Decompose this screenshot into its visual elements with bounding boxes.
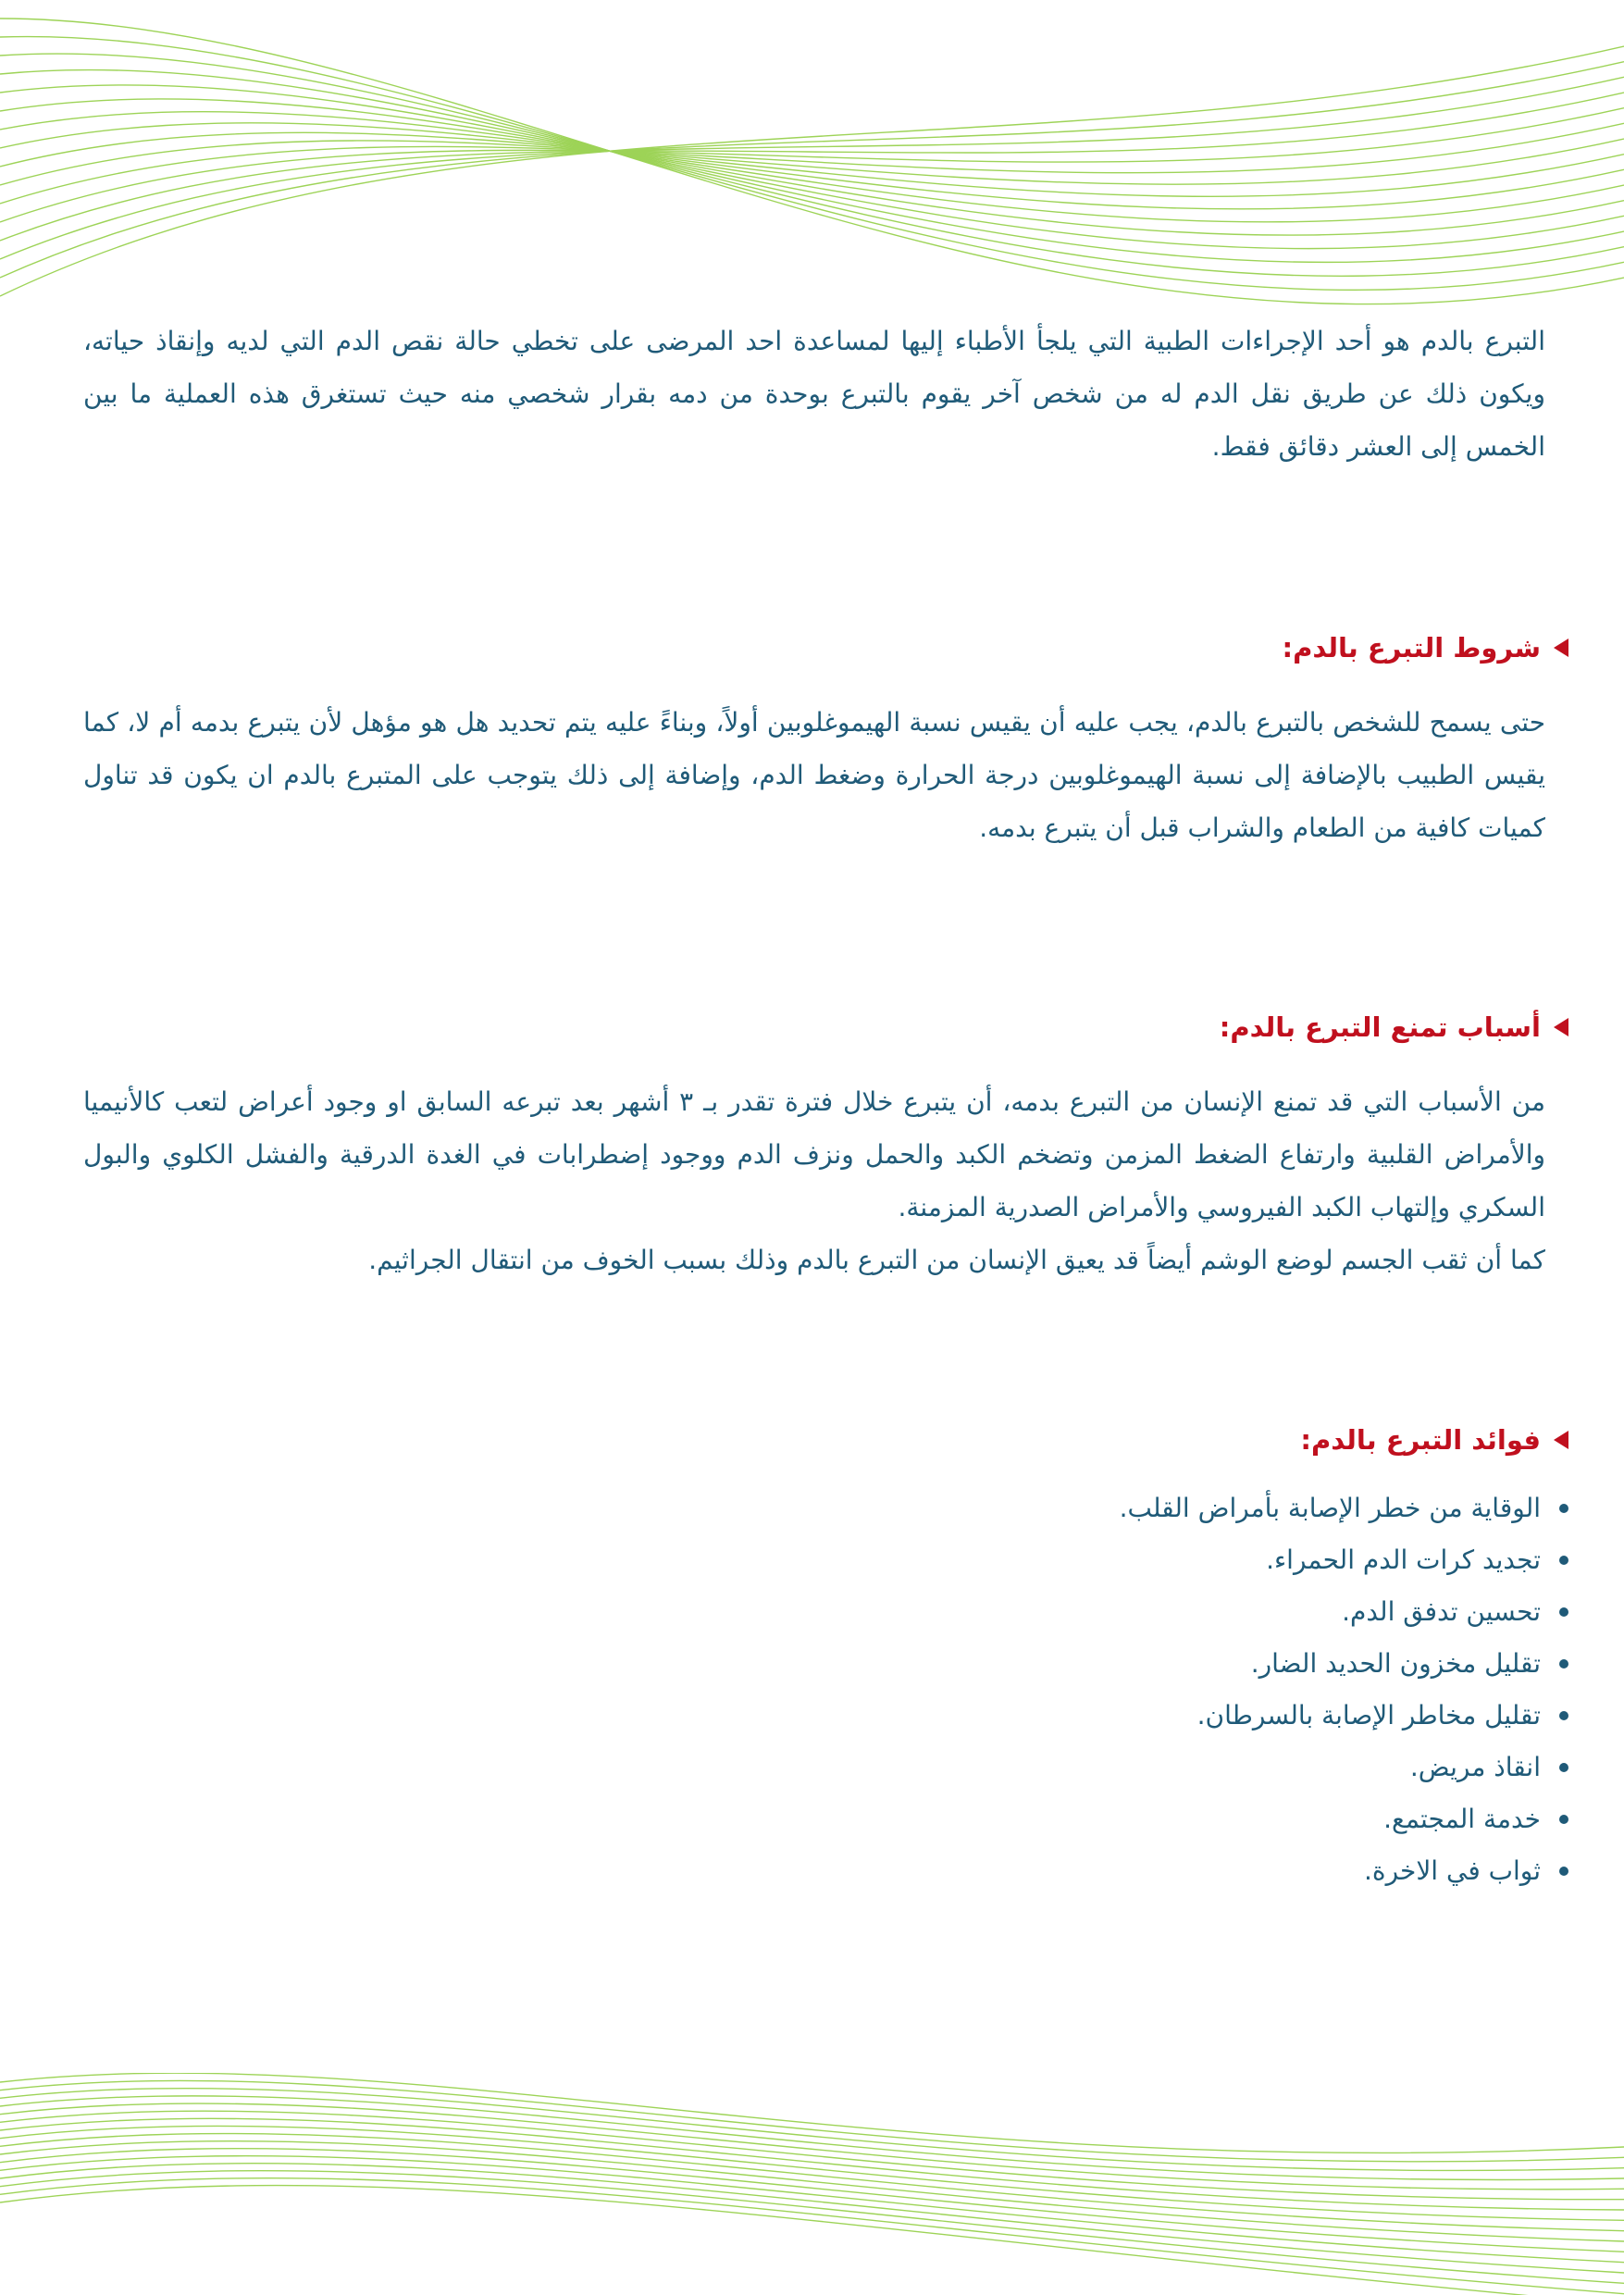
intro-section [83, 315, 1568, 473]
bullet-icon [1559, 1607, 1568, 1617]
wave-line [0, 37, 1624, 291]
top-wave-decoration [0, 0, 1624, 333]
wave-line [0, 2103, 1624, 2190]
conditions-heading [83, 627, 1568, 668]
wave-line [0, 2118, 1624, 2210]
wave-line [0, 2156, 1624, 2263]
bullet-icon [1559, 1867, 1568, 1876]
wave-line [0, 77, 1624, 259]
conditions-title: شروط التبرع بالدم: [1282, 632, 1541, 664]
wave-line [0, 93, 1624, 241]
conditions-paragraph: حتى يسمح للشخص بالتبرع بالدم، يجب عليه أن يقيس نسبة الهيموغلوبين أولاً، وبناءً عليه يتم تحديد هل هو مؤهل لأن يتبرع بدمه أم لا، كما يقيس الطبيب بالإضافة إلى نسبة الهيموغلوبين درجة الحرارة وضغط الدم، وإضافة إلى ذلك يتوجب على المتبرع بالدم ان يكون قد تناول كميات كافية من الطعام والشراب قبل أن يتبرع بدمه. [83, 707, 1545, 843]
wave-line [0, 2171, 1624, 2284]
triangle-marker-icon [1554, 1431, 1568, 1449]
bullet-icon [1559, 1504, 1568, 1513]
wave-line [0, 123, 1624, 204]
list-item: خدمة المجتمع. [83, 1793, 1568, 1845]
wave-line [0, 139, 1624, 185]
wave-line [0, 112, 1624, 222]
wave-line [0, 62, 1624, 278]
wave-line [0, 2080, 1624, 2161]
wave-line [0, 2073, 1624, 2152]
wave-line [0, 2126, 1624, 2220]
triangle-marker-icon [1554, 639, 1568, 657]
intro-paragraph: التبرع بالدم هو أحد الإجراءات الطبية التي يلجأ الأطباء إليها لمساعدة احد المرضى على تخطي حالة نقص الدم التي لديه وإنقاذ حياته، ويكون ذلك عن طريق نقل الدم له من شخص آخر يقوم بالتبرع بوحدة من دمه بقرار شخصي منه حيث تستغرق هذه العملية ما بين الخمس إلى العشر دقائق فقط. [83, 326, 1545, 462]
reasons-section [83, 1007, 1568, 1286]
wave-line [0, 108, 1624, 222]
list-item: تقليل مخاطر الإصابة بالسرطان. [83, 1690, 1568, 1742]
bullet-icon [1559, 1659, 1568, 1669]
benefits-title: فوائد التبرع بالدم: [1300, 1424, 1541, 1456]
triangle-marker-icon [1554, 1018, 1568, 1036]
bullet-icon [1559, 1556, 1568, 1565]
wave-line [0, 2111, 1624, 2200]
benefits-heading [83, 1420, 1568, 1460]
wave-line [0, 132, 1624, 196]
benefits-list [83, 1482, 1568, 1897]
wave-line [0, 46, 1624, 296]
list-item: انقاذ مريض. [83, 1742, 1568, 1793]
conditions-section [83, 627, 1568, 854]
wave-line [0, 2149, 1624, 2252]
list-item: تقليل مخزون الحديد الضار. [83, 1638, 1568, 1690]
list-item: الوقاية من خطر الإصابة بأمراض القلب. [83, 1482, 1568, 1534]
reasons-paragraph: من الأسباب التي قد تمنع الإنسان من التبرع بدمه، أن يتبرع خلال فترة تقدر بـ ٣ أشهر بعد تبرعه السابق او وجود أعراض لتعب كالأنيميا والأمراض القلبية وارتفاع الضغط المزمن وتضخم الكبد والحمل ونزف الدم ووجود إضطرابات في الغدة الدرقية والفشل الكلوي والبول السكري وإلتهاب الكبد الفيروسي والأمراض الصدرية المزمنة. [83, 1086, 1545, 1222]
list-item: تحسين تدفق الدم. [83, 1586, 1568, 1638]
wave-line [0, 2096, 1624, 2180]
wave-line [0, 54, 1624, 276]
reasons-paragraph-2: كما أن ثقب الجسم لوضع الوشم أيضاً قد يعيق الإنسان من التبرع بالدم وذلك بسبب الخوف من انتقال الجراثيم. [368, 1245, 1545, 1275]
list-item: تجديد كرات الدم الحمراء. [83, 1534, 1568, 1586]
wave-line [0, 2089, 1624, 2171]
reasons-heading [83, 1007, 1568, 1048]
reasons-title: أسباب تمنع التبرع بالدم: [1219, 1011, 1541, 1043]
benefits-section [83, 1420, 1568, 1897]
list-item: ثواب في الاخرة. [83, 1845, 1568, 1897]
bottom-wave-decoration [0, 2073, 1624, 2295]
bullet-icon [1559, 1711, 1568, 1720]
wave-line [0, 85, 1624, 249]
wave-line [0, 2164, 1624, 2273]
bullet-icon [1559, 1815, 1568, 1824]
wave-line [0, 99, 1624, 235]
wave-line [0, 2186, 1624, 2295]
wave-line [0, 123, 1624, 209]
wave-line [0, 2141, 1624, 2241]
wave-line [0, 70, 1624, 263]
wave-line [0, 2134, 1624, 2231]
wave-line [0, 19, 1624, 304]
bullet-icon [1559, 1763, 1568, 1772]
wave-line [0, 2178, 1624, 2294]
